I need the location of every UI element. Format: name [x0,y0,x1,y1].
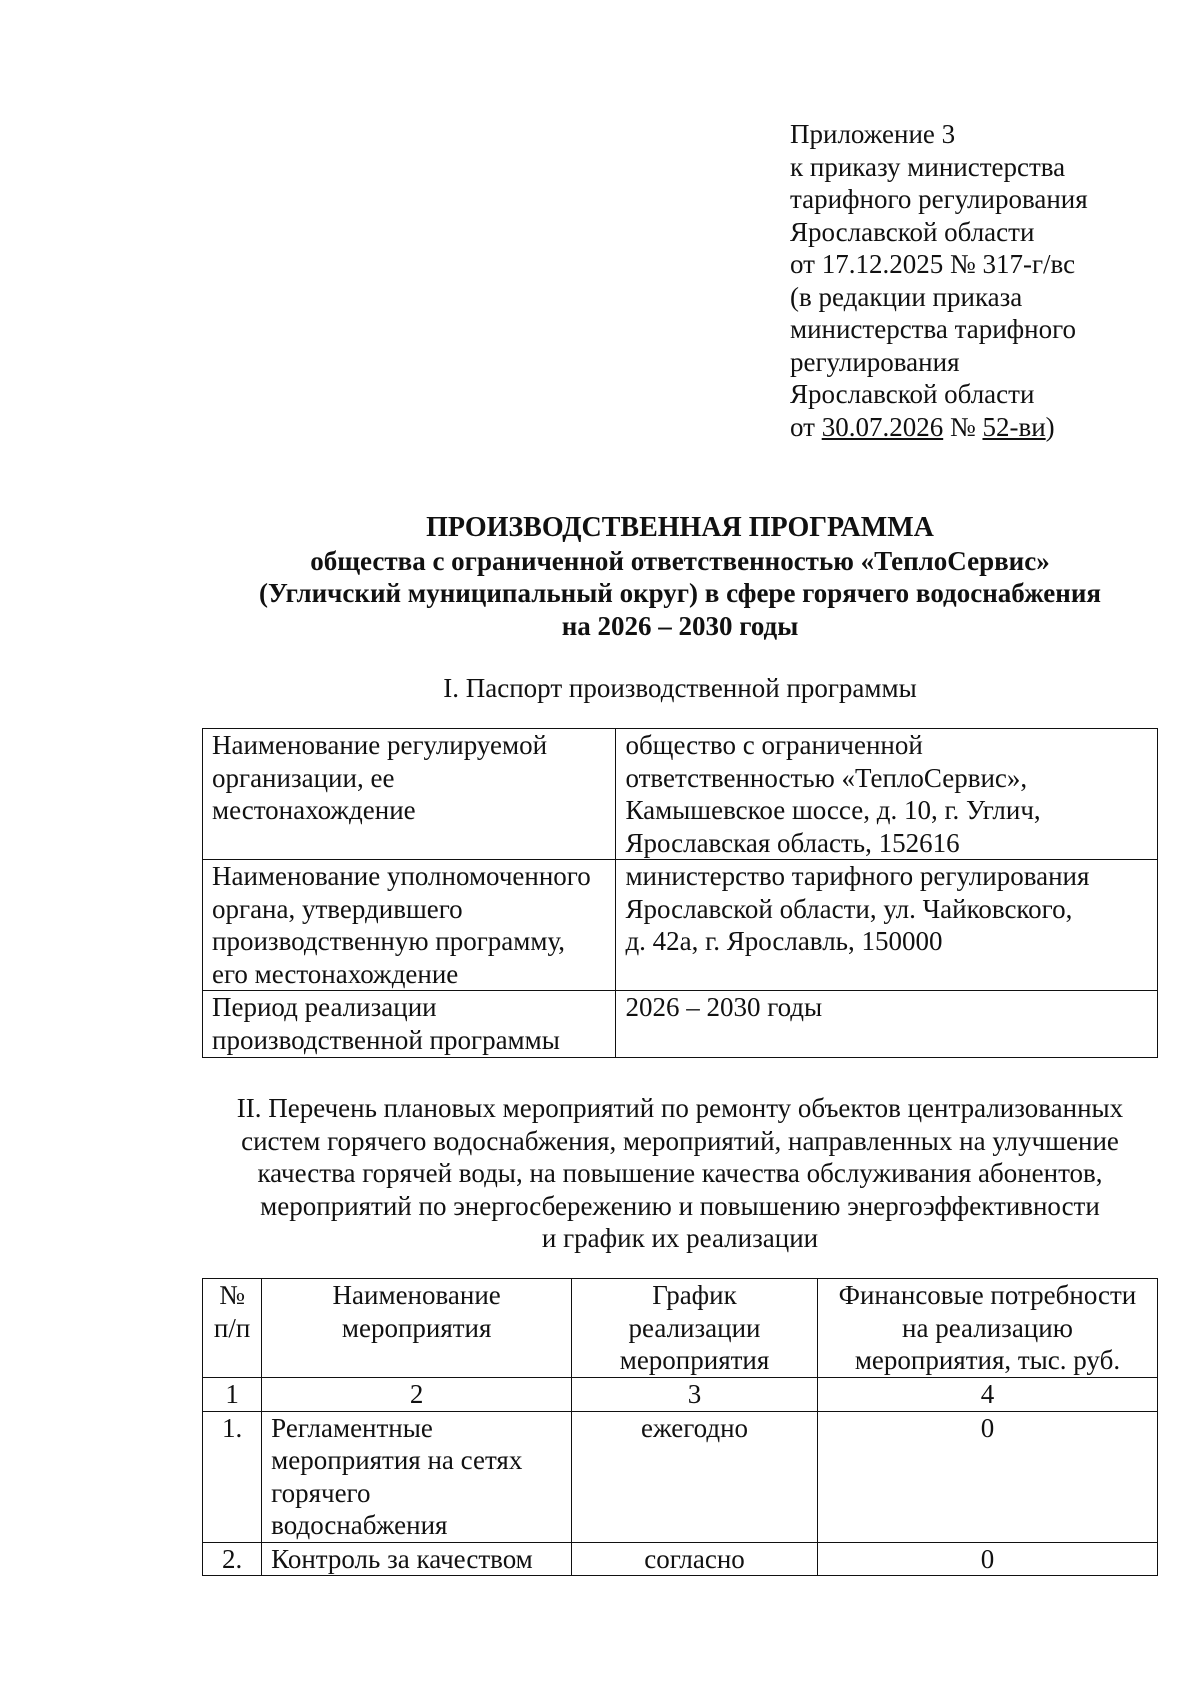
passport-key-cell [203,991,616,1058]
annex-line: Ярославской области [790,216,1035,247]
heading-line: качества горячей воды, на повышение качества обслуживания абонентов, [257,1158,1103,1188]
cell-line: Регламентные [271,1412,433,1443]
cell-line: Наименование регулируемой [212,730,548,760]
table-row [203,1411,1158,1542]
section1-heading: I. Паспорт производственной программы [443,673,917,703]
cell-line: Наименование уполномоченного [212,861,591,891]
column-number-row [203,1378,1158,1412]
passport-key-cell [203,860,616,991]
annex-line: к приказу министерства [790,151,1066,182]
annex-revision-date: 30.07.2026 [821,411,944,442]
passport-value-cell [616,729,1158,860]
cell-line: водоснабжения [271,1510,448,1540]
heading-line: и график их реализации [541,1223,819,1253]
cell-line: мероприятия, тыс. руб. [854,1345,1121,1375]
annex-line: регулирования [790,346,960,377]
column-header [203,1279,262,1378]
event-name [262,1542,572,1576]
column-header [262,1279,572,1378]
cell-line: горячего [271,1477,371,1508]
annex-line: Ярославской области [790,379,1035,409]
table-row [203,991,1158,1058]
column-number: 1 [203,1378,262,1412]
cell-line: общество с ограниченной [625,730,923,760]
annex-line: (в редакции приказа [790,281,1023,312]
annex-revision-number: 52-ви [982,411,1046,442]
document-title [200,512,1160,642]
cell-line: его местонахождение [212,958,459,989]
cell-line: График [652,1280,737,1310]
annex-number-sign: № [943,411,983,442]
table-row [203,729,1158,860]
annex-block [790,118,1088,443]
cell-line: мероприятия [619,1345,770,1375]
annex-line: Приложение 3 [790,119,956,149]
cell-line: мероприятия [341,1312,492,1343]
title-main: ПРОИЗВОДСТВЕННАЯ ПРОГРАММА [426,512,934,543]
event-cost: 0 [817,1411,1157,1542]
passport-value-cell [616,991,1158,1058]
events-table [202,1278,1158,1576]
cell-line: д. 42а, г. Ярославль, 150000 [625,926,943,956]
annex-suffix: ) [1045,411,1055,442]
passport-value-cell [616,860,1158,991]
cell-line: на реализацию [902,1312,1073,1343]
cell-line: Ярославская область, 152616 [625,827,960,858]
cell-line: Контроль за качеством [271,1543,533,1574]
annex-prefix: от [790,411,822,442]
table-row [203,860,1158,991]
cell-line: 2026 – 2030 годы [625,992,823,1022]
row-number: 2. [203,1542,262,1576]
column-number: 3 [572,1378,818,1412]
heading-line: мероприятий по энергосбережению и повышению энергоэффективности [260,1190,1100,1221]
cell-line: министерство тарифного регулирования [625,861,1090,891]
cell-line: реализации [628,1312,761,1343]
annex-line: от 17.12.2025 № 317-г/вс [790,249,1076,279]
event-name [262,1411,572,1542]
cell-line: Наименование [332,1280,501,1310]
title-line: на 2026 – 2030 годы [561,610,799,641]
section2-heading [200,1092,1160,1255]
row-number: 1. [203,1411,262,1542]
event-cost: 0 [817,1542,1157,1576]
heading-line: II. Перечень плановых мероприятий по ремонту объектов централизованных [236,1093,1124,1123]
cell-line: Финансовые потребности [838,1280,1137,1310]
cell-line: производственную программу, [212,926,565,956]
cell-line: органа, утвердившего [212,893,463,924]
column-number: 2 [262,1378,572,1412]
event-schedule: согласно [572,1542,818,1576]
cell-line: Камышевское шоссе, д. 10, г. Углич, [625,795,1041,825]
annex-last-line [790,411,1088,444]
cell-line: п/п [213,1312,251,1343]
column-header [817,1279,1157,1378]
annex-line: министерства тарифного [790,314,1077,344]
table-row [203,1542,1158,1576]
column-number: 4 [817,1378,1157,1412]
title-line: (Угличский муниципальный округ) в сфере горячего водоснабжения [258,578,1102,608]
title-line: общества с ограниченной ответственностью «ТеплоСервис» [310,545,1050,576]
cell-line: ответственностью «ТеплоСервис», [625,762,1028,793]
cell-line: Период реализации [212,992,437,1022]
column-header [572,1279,818,1378]
cell-line: производственной программы [212,1024,560,1055]
event-schedule: ежегодно [572,1411,818,1542]
cell-line: № [219,1280,245,1310]
cell-line: Ярославской области, ул. Чайковского, [625,893,1073,924]
table-header-row [203,1279,1158,1378]
heading-line: систем горячего водоснабжения, мероприятий, направленных на улучшение [241,1125,1119,1156]
passport-table [202,728,1158,1058]
cell-line: мероприятия на сетях [271,1445,523,1475]
annex-line: тарифного регулирования [790,184,1088,214]
cell-line: организации, ее [212,762,395,793]
cell-line: местонахождение [212,795,416,825]
passport-key-cell [203,729,616,860]
